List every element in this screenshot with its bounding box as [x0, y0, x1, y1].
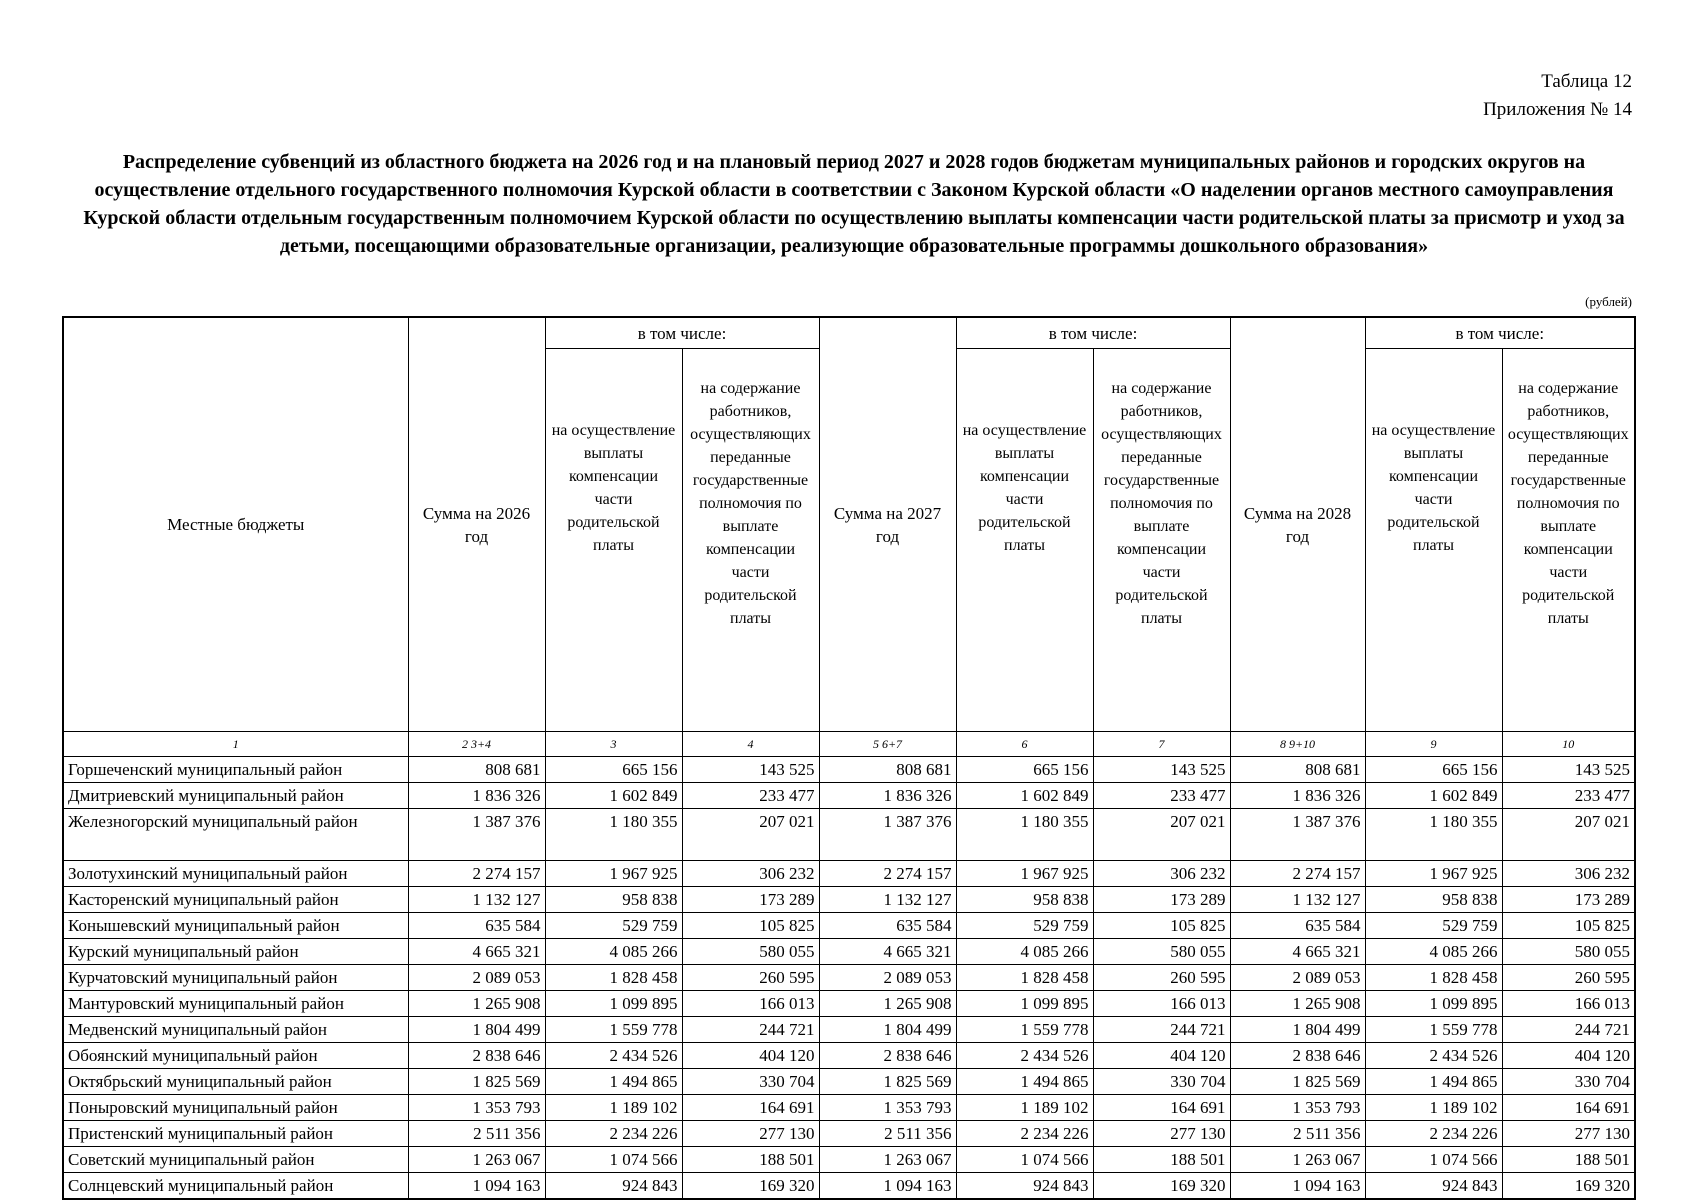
sum-2027-cell: 808 681 — [819, 757, 956, 783]
table-row — [63, 991, 1635, 1017]
payment-2026-cell: 1 828 458 — [545, 965, 682, 991]
staff-2026-cell: 580 055 — [682, 939, 819, 965]
district-name-cell: Медвенский муниципальный район — [63, 1017, 408, 1043]
payment-2028-cell: 529 759 — [1365, 913, 1502, 939]
staff-2028-cell: 277 130 — [1502, 1121, 1635, 1147]
table-row — [63, 1017, 1635, 1043]
district-name-cell: Курский муниципальный район — [63, 939, 408, 965]
staff-2027-cell: 166 013 — [1093, 991, 1230, 1017]
staff-2026-cell: 233 477 — [682, 783, 819, 809]
staff-2026-cell: 143 525 — [682, 757, 819, 783]
sum-2027-cell: 2 274 157 — [819, 861, 956, 887]
staff-2027-cell: 169 320 — [1093, 1173, 1230, 1200]
sum-2026-cell: 1 263 067 — [408, 1147, 545, 1173]
table-row — [63, 861, 1635, 887]
sum-2026-cell: 635 584 — [408, 913, 545, 939]
payment-2028-cell: 1 828 458 — [1365, 965, 1502, 991]
staff-2026-cell: 244 721 — [682, 1017, 819, 1043]
table-row — [63, 783, 1635, 809]
sum-2027-cell: 1 387 376 — [819, 809, 956, 861]
staff-2028-cell: 164 691 — [1502, 1095, 1635, 1121]
payment-2027-cell: 2 434 526 — [956, 1043, 1093, 1069]
staff-2028-cell: 330 704 — [1502, 1069, 1635, 1095]
staff-2028-cell: 306 232 — [1502, 861, 1635, 887]
sum-2026-cell: 1 132 127 — [408, 887, 545, 913]
column-number: 3 — [545, 732, 682, 757]
sum-2026-cell: 1 804 499 — [408, 1017, 545, 1043]
payment-2026-cell: 1 494 865 — [545, 1069, 682, 1095]
staff-2027-cell: 244 721 — [1093, 1017, 1230, 1043]
header-staff-2027: на содержание работников, осуществляющих переданные государственные полномочия по выплате компенсации части родительской платы — [1093, 349, 1230, 732]
header-including-2028: в том числе: — [1365, 317, 1635, 349]
table-row — [63, 939, 1635, 965]
sum-2027-cell: 2 089 053 — [819, 965, 956, 991]
staff-2027-cell: 173 289 — [1093, 887, 1230, 913]
staff-2027-cell: 260 595 — [1093, 965, 1230, 991]
staff-2027-cell: 277 130 — [1093, 1121, 1230, 1147]
staff-2026-cell: 260 595 — [682, 965, 819, 991]
payment-2028-cell: 1 099 895 — [1365, 991, 1502, 1017]
payment-2026-cell: 1 074 566 — [545, 1147, 682, 1173]
staff-2027-cell: 233 477 — [1093, 783, 1230, 809]
sum-2026-cell: 1 825 569 — [408, 1069, 545, 1095]
payment-2027-cell: 1 967 925 — [956, 861, 1093, 887]
district-name-cell: Конышевский муниципальный район — [63, 913, 408, 939]
payment-2028-cell: 924 843 — [1365, 1173, 1502, 1200]
district-name-cell: Касторенский муниципальный район — [63, 887, 408, 913]
staff-2026-cell: 166 013 — [682, 991, 819, 1017]
column-numbers-row — [63, 732, 1635, 757]
table-body — [63, 757, 1635, 1200]
sum-2028-cell: 4 665 321 — [1230, 939, 1365, 965]
column-number: 8 9+10 — [1230, 732, 1365, 757]
payment-2028-cell: 1 967 925 — [1365, 861, 1502, 887]
table-number: Таблица 12 — [1541, 71, 1632, 92]
header-local-budgets: Местные бюджеты — [63, 317, 408, 732]
payment-2027-cell: 1 559 778 — [956, 1017, 1093, 1043]
sum-2027-cell: 1 132 127 — [819, 887, 956, 913]
sum-2027-cell: 4 665 321 — [819, 939, 956, 965]
staff-2028-cell: 207 021 — [1502, 809, 1635, 861]
column-number: 2 3+4 — [408, 732, 545, 757]
table-row — [63, 965, 1635, 991]
sum-2027-cell: 2 511 356 — [819, 1121, 956, 1147]
sum-2028-cell: 1 265 908 — [1230, 991, 1365, 1017]
table-row — [63, 1069, 1635, 1095]
payment-2027-cell: 1 099 895 — [956, 991, 1093, 1017]
payment-2027-cell: 1 828 458 — [956, 965, 1093, 991]
district-name-cell: Советский муниципальный район — [63, 1147, 408, 1173]
payment-2026-cell: 1 180 355 — [545, 809, 682, 861]
payment-2027-cell: 958 838 — [956, 887, 1093, 913]
payment-2026-cell: 2 234 226 — [545, 1121, 682, 1147]
table-row — [63, 809, 1635, 861]
district-name-cell: Мантуровский муниципальный район — [63, 991, 408, 1017]
sum-2028-cell: 635 584 — [1230, 913, 1365, 939]
header-sum-2027: Сумма на 2027 год — [819, 317, 956, 732]
payment-2028-cell: 2 434 526 — [1365, 1043, 1502, 1069]
header-staff-2026: на содержание работников, осуществляющих переданные государственные полномочия по выплате компенсации части родительской платы — [682, 349, 819, 732]
header-including-2027: в том числе: — [956, 317, 1230, 349]
payment-2026-cell: 4 085 266 — [545, 939, 682, 965]
sum-2028-cell: 1 353 793 — [1230, 1095, 1365, 1121]
payment-2026-cell: 958 838 — [545, 887, 682, 913]
staff-2028-cell: 233 477 — [1502, 783, 1635, 809]
staff-2028-cell: 244 721 — [1502, 1017, 1635, 1043]
sum-2027-cell: 1 265 908 — [819, 991, 956, 1017]
staff-2028-cell: 105 825 — [1502, 913, 1635, 939]
district-name-cell: Дмитриевский муниципальный район — [63, 783, 408, 809]
header-staff-2028: на содержание работников, осуществляющих переданные государственные полномочия по выплате компенсации части родительской платы — [1502, 349, 1635, 732]
table-row — [63, 1043, 1635, 1069]
payment-2027-cell: 924 843 — [956, 1173, 1093, 1200]
column-number: 5 6+7 — [819, 732, 956, 757]
staff-2028-cell: 143 525 — [1502, 757, 1635, 783]
payment-2028-cell: 665 156 — [1365, 757, 1502, 783]
document-title: Распределение субвенций из областного бюджета на 2026 год и на плановый период 2027 и 2028 годов бюджетам муниципальных районов и городских округов на осуществление отдельного государственного полномочия Курской области в соответствии с Законом Курской области «О наделении органов местного самоуправления Курской области отдельным государственным полномочием Курской области по осуществлению выплаты компенсации части родительской платы за присмотр и уход за детьми, посещающими образовательные организации, реализующие образовательные программы дошкольного образования» — [83, 151, 1625, 257]
payment-2026-cell: 1 189 102 — [545, 1095, 682, 1121]
district-name-cell: Железногорский муниципальный район — [63, 809, 408, 861]
district-name-cell: Золотухинский муниципальный район — [63, 861, 408, 887]
staff-2028-cell: 166 013 — [1502, 991, 1635, 1017]
staff-2027-cell: 580 055 — [1093, 939, 1230, 965]
payment-2028-cell: 4 085 266 — [1365, 939, 1502, 965]
staff-2026-cell: 173 289 — [682, 887, 819, 913]
staff-2028-cell: 580 055 — [1502, 939, 1635, 965]
sum-2028-cell: 1 825 569 — [1230, 1069, 1365, 1095]
sum-2027-cell: 1 263 067 — [819, 1147, 956, 1173]
staff-2028-cell: 188 501 — [1502, 1147, 1635, 1173]
column-number: 9 — [1365, 732, 1502, 757]
staff-2026-cell: 164 691 — [682, 1095, 819, 1121]
table-row — [63, 757, 1635, 783]
district-name-cell: Горшеченский муниципальный район — [63, 757, 408, 783]
sum-2026-cell: 2 838 646 — [408, 1043, 545, 1069]
district-name-cell: Курчатовский муниципальный район — [63, 965, 408, 991]
payment-2027-cell: 1 494 865 — [956, 1069, 1093, 1095]
staff-2026-cell: 330 704 — [682, 1069, 819, 1095]
sum-2028-cell: 2 089 053 — [1230, 965, 1365, 991]
payment-2027-cell: 1 180 355 — [956, 809, 1093, 861]
district-name-cell: Солнцевский муниципальный район — [63, 1173, 408, 1200]
payment-2026-cell: 1 602 849 — [545, 783, 682, 809]
staff-2028-cell: 260 595 — [1502, 965, 1635, 991]
table-row — [63, 913, 1635, 939]
staff-2027-cell: 188 501 — [1093, 1147, 1230, 1173]
staff-2026-cell: 404 120 — [682, 1043, 819, 1069]
subventions-table — [62, 316, 1636, 1200]
payment-2026-cell: 1 099 895 — [545, 991, 682, 1017]
payment-2028-cell: 1 602 849 — [1365, 783, 1502, 809]
payment-2026-cell: 924 843 — [545, 1173, 682, 1200]
sum-2028-cell: 1 836 326 — [1230, 783, 1365, 809]
column-number: 10 — [1502, 732, 1635, 757]
payment-2027-cell: 1 189 102 — [956, 1095, 1093, 1121]
staff-2026-cell: 306 232 — [682, 861, 819, 887]
payment-2028-cell: 1 074 566 — [1365, 1147, 1502, 1173]
column-number: 6 — [956, 732, 1093, 757]
staff-2026-cell: 188 501 — [682, 1147, 819, 1173]
sum-2026-cell: 1 353 793 — [408, 1095, 545, 1121]
table-row — [63, 1147, 1635, 1173]
staff-2027-cell: 207 021 — [1093, 809, 1230, 861]
payment-2026-cell: 2 434 526 — [545, 1043, 682, 1069]
staff-2028-cell: 404 120 — [1502, 1043, 1635, 1069]
payment-2026-cell: 1 559 778 — [545, 1017, 682, 1043]
sum-2027-cell: 635 584 — [819, 913, 956, 939]
district-name-cell: Поныровский муниципальный район — [63, 1095, 408, 1121]
sum-2026-cell: 1 094 163 — [408, 1173, 545, 1200]
payment-2026-cell: 665 156 — [545, 757, 682, 783]
table-row — [63, 1121, 1635, 1147]
sum-2026-cell: 4 665 321 — [408, 939, 545, 965]
staff-2026-cell: 277 130 — [682, 1121, 819, 1147]
staff-2026-cell: 207 021 — [682, 809, 819, 861]
column-number: 7 — [1093, 732, 1230, 757]
sum-2026-cell: 1 265 908 — [408, 991, 545, 1017]
payment-2028-cell: 2 234 226 — [1365, 1121, 1502, 1147]
payment-2027-cell: 1 074 566 — [956, 1147, 1093, 1173]
payment-2028-cell: 1 189 102 — [1365, 1095, 1502, 1121]
appendix-number: Приложения № 14 — [1483, 99, 1632, 120]
sum-2028-cell: 2 511 356 — [1230, 1121, 1365, 1147]
sum-2028-cell: 1 804 499 — [1230, 1017, 1365, 1043]
staff-2027-cell: 404 120 — [1093, 1043, 1230, 1069]
payment-2026-cell: 1 967 925 — [545, 861, 682, 887]
header-sum-2026: Сумма на 2026 год — [408, 317, 545, 732]
payment-2027-cell: 529 759 — [956, 913, 1093, 939]
staff-2027-cell: 330 704 — [1093, 1069, 1230, 1095]
staff-2026-cell: 169 320 — [682, 1173, 819, 1200]
column-number: 1 — [63, 732, 408, 757]
sum-2028-cell: 1 263 067 — [1230, 1147, 1365, 1173]
table-row — [63, 1095, 1635, 1121]
sum-2028-cell: 1 132 127 — [1230, 887, 1365, 913]
header-including-2026: в том числе: — [545, 317, 819, 349]
units-label: (рублей) — [1585, 294, 1632, 309]
staff-2027-cell: 105 825 — [1093, 913, 1230, 939]
sum-2027-cell: 1 353 793 — [819, 1095, 956, 1121]
sum-2028-cell: 808 681 — [1230, 757, 1365, 783]
sum-2028-cell: 2 274 157 — [1230, 861, 1365, 887]
sum-2026-cell: 1 387 376 — [408, 809, 545, 861]
payment-2027-cell: 2 234 226 — [956, 1121, 1093, 1147]
payment-2027-cell: 1 602 849 — [956, 783, 1093, 809]
sum-2027-cell: 1 804 499 — [819, 1017, 956, 1043]
sum-2027-cell: 1 094 163 — [819, 1173, 956, 1200]
staff-2028-cell: 173 289 — [1502, 887, 1635, 913]
staff-2027-cell: 143 525 — [1093, 757, 1230, 783]
sum-2028-cell: 2 838 646 — [1230, 1043, 1365, 1069]
sum-2026-cell: 808 681 — [408, 757, 545, 783]
payment-2028-cell: 1 559 778 — [1365, 1017, 1502, 1043]
sum-2026-cell: 2 089 053 — [408, 965, 545, 991]
table-row — [63, 1173, 1635, 1200]
payment-2028-cell: 1 494 865 — [1365, 1069, 1502, 1095]
staff-2028-cell: 169 320 — [1502, 1173, 1635, 1200]
sum-2028-cell: 1 094 163 — [1230, 1173, 1365, 1200]
payment-2028-cell: 1 180 355 — [1365, 809, 1502, 861]
column-number: 4 — [682, 732, 819, 757]
district-name-cell: Октябрьский муниципальный район — [63, 1069, 408, 1095]
sum-2027-cell: 2 838 646 — [819, 1043, 956, 1069]
sum-2027-cell: 1 825 569 — [819, 1069, 956, 1095]
table-row — [63, 887, 1635, 913]
staff-2026-cell: 105 825 — [682, 913, 819, 939]
payment-2027-cell: 665 156 — [956, 757, 1093, 783]
sum-2027-cell: 1 836 326 — [819, 783, 956, 809]
header-payment-2026: на осуществление выплаты компенсации части родительской платы — [545, 349, 682, 732]
header-payment-2028: на осуществление выплаты компенсации части родительской платы — [1365, 349, 1502, 732]
staff-2027-cell: 164 691 — [1093, 1095, 1230, 1121]
sum-2026-cell: 2 511 356 — [408, 1121, 545, 1147]
district-name-cell: Обоянский муниципальный район — [63, 1043, 408, 1069]
district-name-cell: Пристенский муниципальный район — [63, 1121, 408, 1147]
sum-2026-cell: 2 274 157 — [408, 861, 545, 887]
header-payment-2027: на осуществление выплаты компенсации части родительской платы — [956, 349, 1093, 732]
payment-2026-cell: 529 759 — [545, 913, 682, 939]
payment-2027-cell: 4 085 266 — [956, 939, 1093, 965]
header-sum-2028: Сумма на 2028 год — [1230, 317, 1365, 732]
sum-2028-cell: 1 387 376 — [1230, 809, 1365, 861]
payment-2028-cell: 958 838 — [1365, 887, 1502, 913]
sum-2026-cell: 1 836 326 — [408, 783, 545, 809]
staff-2027-cell: 306 232 — [1093, 861, 1230, 887]
